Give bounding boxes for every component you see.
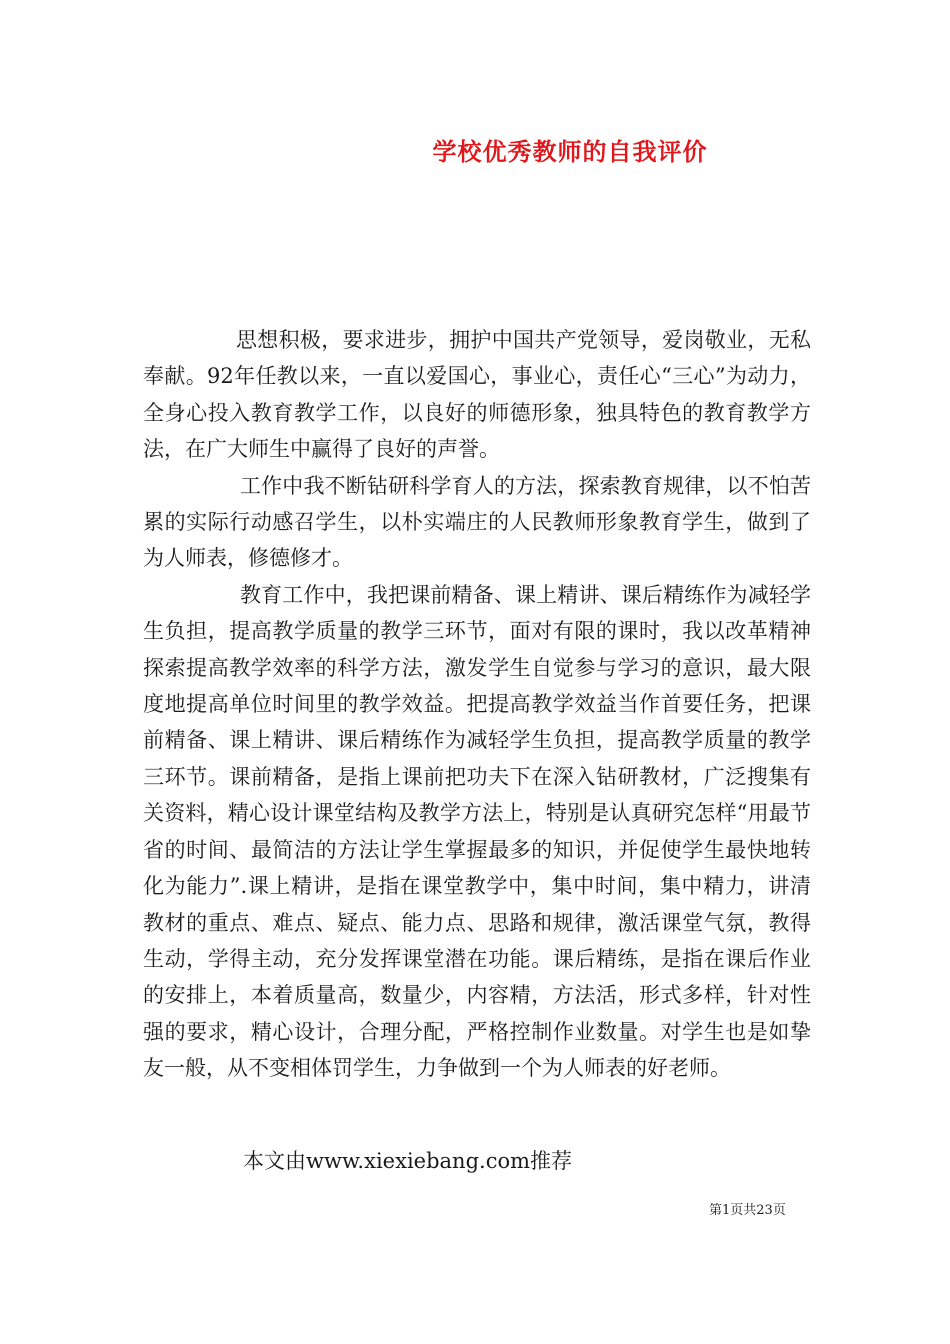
paragraph-3: 教育工作中，我把课前精备、课上精讲、课后精练作为减轻学生负担，提高教学质量的教学三环节，面对有限的课时，我以改革精神探索提高教学效率的科学方法，激发学生自觉参与学习的意识，最大限度地提高单位时间里的教学效益。把提高教学效益当作首要任务，把课前精备、课上精讲、课后精练作为减轻学生负担，提高教学质量的教学三环节。课前精备，是指上课前把功夫下在深入钻研教材，广泛搜集有关资料，精心设计课堂结构及教学方法上，特别是认真研究怎样“用最节省的时间、最简洁的方法让学生掌握最多的知识，并促使学生最快地转化为能力”.课上精讲，是指在课堂教学中，集中时间，集中精力，讲清教材的重点、难点、疑点、能力点、思路和规律，激活课堂气氛，教得生动，学得主动，充分发挥课堂潜在功能。课后精练，是指在课后作业的安排上，本着质量高，数量少，内容精，方法活，形式多样，针对性强的要求，精心设计，合理分配，严格控制作业数量。对学生也是如挚友一般，从不变相体罚学生，力争做到一个为人师表的好老师。 — [143, 582, 811, 1081]
document-title: 学校优秀教师的自我评价 — [432, 138, 708, 166]
recommendation-note: 本文由www.xiexiebang.com推荐 — [243, 1149, 573, 1173]
paragraph-1: 思想积极，要求进步，拥护中国共产党领导，爱岗敬业，无私奉献。92年任教以来，一直以爱国心，事业心，责任心“三心”为动力，全身心投入教育教学工作，以良好的师德形象，独具特色的教育教学方法，在广大师生中赢得了良好的声誉。 — [143, 328, 811, 462]
paragraph-2: 工作中我不断钻研科学育人的方法，探索教育规律，以不怕苦累的实际行动感召学生，以朴实端庄的人民教师形象教育学生，做到了为人师表，修德修才。 — [143, 473, 811, 571]
page-number: 第1页共23页 — [709, 1203, 786, 1218]
document-body — [143, 322, 811, 1087]
